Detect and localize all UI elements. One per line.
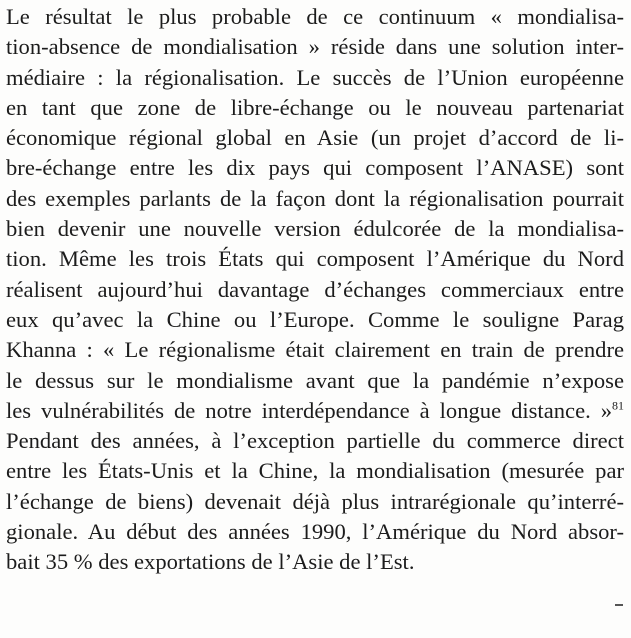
text-line: gionale. Au début des années 1990, l’Amérique du Nord absor- [6, 519, 624, 545]
text-line: tion-absence de mondialisation » réside dans une solution inter- [6, 34, 624, 60]
text-line: bait 35 % des exportations de l’Asie de l’Est. [6, 549, 415, 575]
text-line: des exemples parlants de la façon dont la régionalisation pourrait [6, 185, 624, 211]
text-line: en tant que zone de libre-échange ou le nouveau partenariat [6, 94, 624, 120]
text-line: réalisent aujourd’hui davantage d’échanges commerciaux entre [6, 276, 624, 302]
text-line: économique régional global en Asie (un projet d’accord de li- [6, 125, 624, 151]
text-line: Pendant des années, à l’exception partielle du commerce direct [6, 428, 624, 454]
text-line: eux qu’avec la Chine ou l’Europe. Comme le souligne Parag [6, 306, 624, 332]
body-paragraph [6, 2, 624, 578]
text-line: entre les États-Unis et la Chine, la mondialisation (mesurée par [6, 458, 624, 484]
text-line: médiaire : la régionalisation. Le succès de l’Union européenne [6, 64, 624, 90]
text-line: bien devenir une nouvelle version édulcorée de la mondialisa- [6, 216, 624, 242]
text-line: l’échange de biens) devenait déjà plus intrarégionale qu’interré- [6, 488, 624, 514]
text-line: Khanna : « Le régionalisme était clairement en train de prendre [6, 337, 624, 363]
text-line: bre-échange entre les dix pays qui composent l’ANASE) sont [6, 155, 624, 181]
scan-edge-mark [615, 604, 623, 606]
text-line-content: les vulnérabilités de notre interdépendance à longue distance. » [6, 397, 612, 423]
text-line: tion. Même les trois États qui composent l’Amérique du Nord [6, 246, 624, 272]
text-line: Le résultat le plus probable de ce continuum « mondialisa- [6, 4, 624, 29]
text-line: le dessus sur le mondialisme avant que la pandémie n’expose [6, 367, 624, 393]
footnote-reference: 81 [612, 398, 624, 413]
text-line [6, 396, 624, 426]
